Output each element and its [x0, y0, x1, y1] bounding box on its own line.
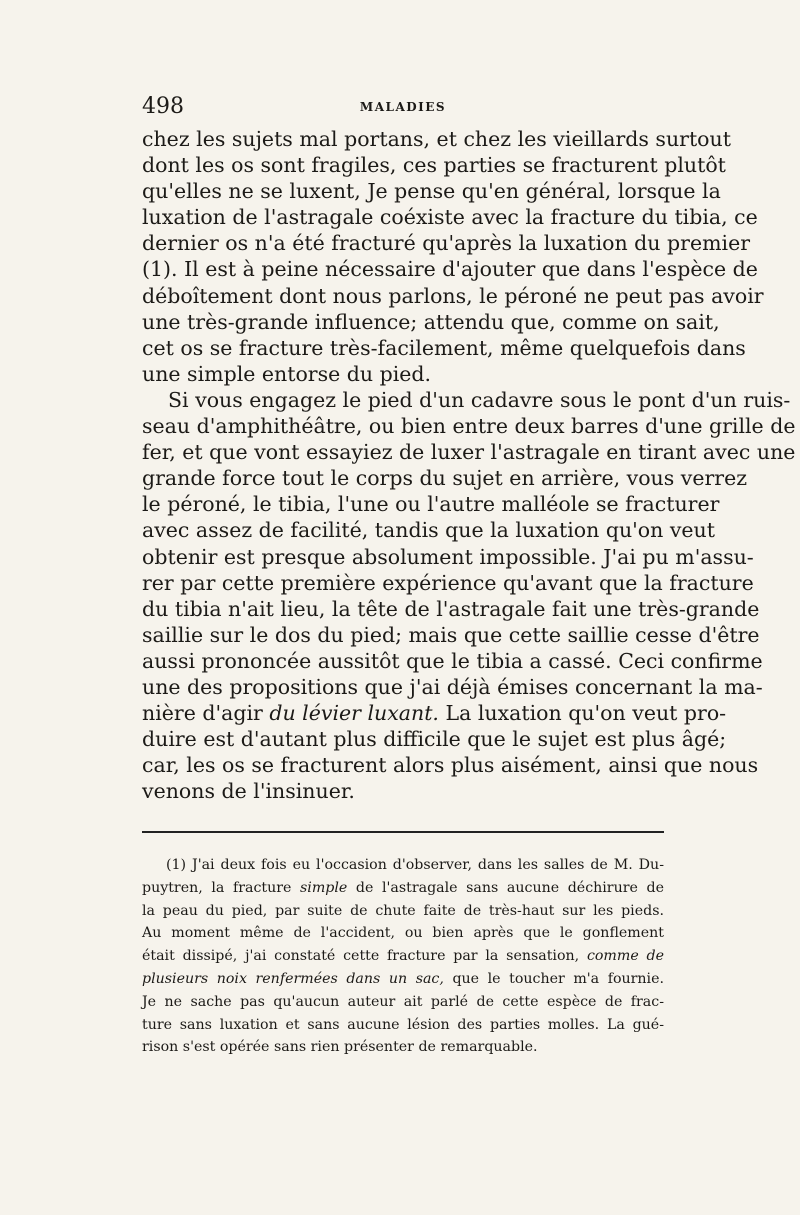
text-fragment: était dissipé, j'ai constaté cette fracture par la sensation, [142, 948, 587, 965]
text-line: dont les os sont fragiles, ces parties se fracturent plutôt [142, 153, 726, 178]
text-line: qu'elles ne se luxent, Je pense qu'en général, lorsque la [142, 179, 721, 204]
footnote-line: ture sans luxation et sans aucune lésion des parties molles. La gué- [142, 1016, 664, 1033]
running-title: MALADIES [359, 100, 447, 114]
text-line: fer, et que vont essayiez de luxer l'astragale en tirant avec une [142, 440, 796, 465]
footnote-separator [142, 831, 664, 833]
page-number: 498 [142, 94, 184, 119]
footnote-line: Je ne sache pas qu'aucun auteur ait parlé de cette espèce de frac- [142, 993, 664, 1010]
text-line: (1). Il est à peine nécessaire d'ajouter que dans l'espèce de [142, 257, 758, 282]
footnote-line [142, 945, 664, 968]
text-line: du tibia n'ait lieu, la tête de l'astragale fait une très-grande [142, 596, 760, 621]
paragraph [142, 126, 764, 387]
italic-term: plusieurs noix renfermées dans un sac, [142, 970, 444, 987]
footnote-line: rison s'est opérée sans rien présenter de remarquable. [142, 1039, 538, 1056]
text-line: cet os se fracture très-facilement, même quelquefois dans [142, 335, 746, 360]
footnote [142, 854, 664, 1059]
footnote-line: Au moment même de l'accident, ou bien après que le gonflement [142, 925, 664, 942]
text-line: dernier os n'a été fracturé qu'après la luxation du premier [142, 231, 751, 256]
text-line: obtenir est presque absolument impossible. J'ai pu m'assu- [142, 544, 754, 569]
text-line: seau d'amphithéâtre, ou bien entre deux barres d'une grille de [142, 414, 796, 439]
text-line: saillie sur le dos du pied; mais que cette saillie cesse d'être [142, 622, 760, 647]
text-line: chez les sujets mal portans, et chez les vieillards surtout [142, 127, 731, 151]
page-header [142, 94, 664, 124]
text-line: car, les os se fracturent alors plus aisément, ainsi que nous [142, 753, 759, 778]
text-line: le péroné, le tibia, l'une ou l'autre malléole se fracturer [142, 492, 720, 517]
footnote-line: (1) J'ai deux fois eu l'occasion d'observer, dans les salles de M. Du- [166, 857, 664, 873]
text-fragment: La luxation qu'on veut pro- [438, 701, 727, 726]
italic-term: simple [300, 879, 348, 896]
text-fragment: puytren, la fracture [142, 879, 300, 896]
footnote-line: la peau du pied, par suite de chute faite de très-haut sur les pieds. [142, 902, 664, 919]
text-line: une des propositions que j'ai déjà émises concernant la ma- [142, 674, 763, 699]
text-line: avec assez de facilité, tandis que la luxation qu'on veut [142, 518, 715, 543]
paragraph [142, 387, 796, 805]
text-fragment: de l'astragale sans aucune déchirure de [347, 879, 664, 896]
footnote-line [142, 968, 664, 991]
text-line [142, 700, 727, 726]
text-line: une très-grande influence; attendu que, comme on sait, [142, 309, 720, 334]
text-fragment: que le toucher m'a fournie. [443, 970, 664, 987]
text-line: une simple entorse du pied. [142, 361, 432, 386]
text-line: venons de l'insinuer. [142, 779, 355, 804]
text-line: luxation de l'astragale coéxiste avec la fracture du tibia, ce [142, 205, 758, 230]
text-line: grande force tout le corps du sujet en arrière, vous verrez [142, 466, 748, 491]
text-fragment: nière d'agir [142, 701, 270, 726]
main-text [142, 126, 796, 804]
footnote-line [142, 877, 664, 900]
text-line: duire est d'autant plus difficile que le sujet est plus âgé; [142, 727, 727, 752]
text-line: Si vous engagez le pied d'un cadavre sous le pont d'un ruis- [168, 387, 791, 412]
italic-term: comme de [586, 948, 664, 965]
text-line: rer par cette première expérience qu'avant que la fracture [142, 570, 754, 595]
italic-term: du lévier luxant. [269, 701, 439, 726]
text-line: aussi prononcée aussitôt que le tibia a cassé. Ceci confirme [142, 648, 763, 673]
text-line: déboîtement dont nous parlons, le péroné ne peut pas avoir [142, 283, 764, 308]
